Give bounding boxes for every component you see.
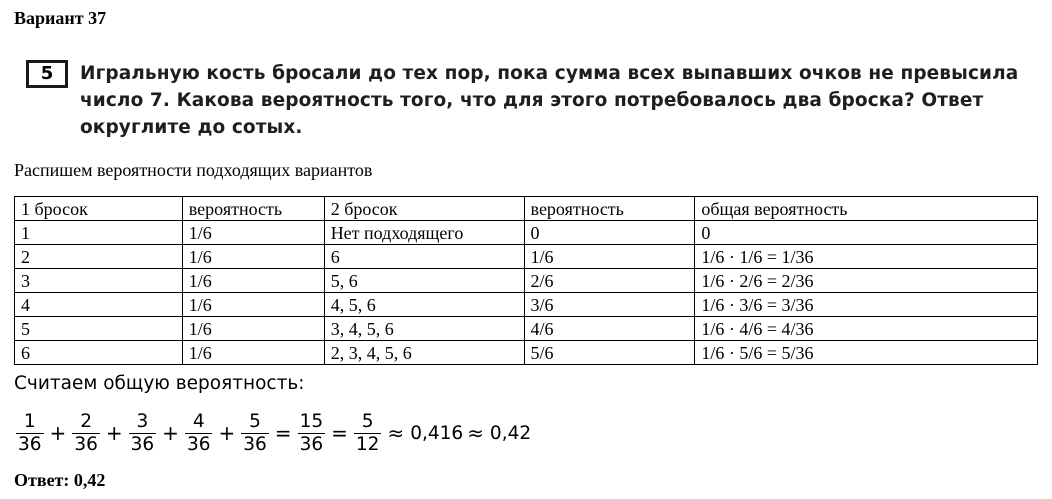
table-cell: 1/6 · 2/6 = 2/36 [695,269,1038,293]
denominator: 36 [74,433,98,455]
table-cell: 1/6 · 1/6 = 1/36 [695,245,1038,269]
fraction [241,411,269,456]
table-cell: 1/6 · 5/6 = 5/36 [695,341,1038,365]
task-text: Игральную кость бросали до тех пор, пока сумма всех выпавших очков не превысила число 7. Какова вероятность того, что для этого потребовалось два броска? Ответ округлите до сотых. [80,63,1019,138]
rounded-value: 0,42 [489,422,532,444]
table-cell: 1/6 [182,293,324,317]
table-header-cell: общая вероятность [695,197,1038,221]
denominator: 36 [186,433,211,455]
probability-table [14,196,1038,365]
approx-sign: ≈ [467,421,484,445]
numerator: 4 [192,410,205,432]
table-header-cell: вероятность [524,197,695,221]
probability-formula [14,408,531,458]
table-row [15,341,1038,365]
table-cell: 1/6 [182,245,324,269]
table-cell: 5 [15,317,183,341]
numerator: 5 [249,410,261,432]
answer: Ответ: 0,42 [14,470,106,490]
table-row [15,269,1038,293]
table-cell: 3, 4, 5, 6 [324,317,524,341]
table-cell: 0 [695,221,1038,245]
table-cell: 6 [324,245,524,269]
table-cell: 4 [15,293,183,317]
approx-value: 0,416 [410,422,464,444]
denominator: 36 [130,433,155,455]
table-cell: 1 [15,221,183,245]
table-cell: 4/6 [524,317,695,341]
table-cell: 2, 3, 4, 5, 6 [324,341,524,365]
equals-sign: = [331,421,348,445]
table-cell: 3/6 [524,293,695,317]
table-cell: 2 [15,245,183,269]
table-cell: 2/6 [524,269,695,293]
table-row [15,245,1038,269]
numerator: 5 [361,410,374,432]
denominator: 12 [355,433,380,455]
intro-text: Распишем вероятности подходящих вариантов [14,160,373,180]
task-number-box: 5 [26,60,68,88]
fraction [298,411,326,456]
table-cell: 0 [524,221,695,245]
table-cell: 1/6 [182,341,324,365]
table-row [15,317,1038,341]
numerator: 15 [299,410,324,432]
numerator: 2 [80,410,92,432]
table-cell: 1/6 [182,269,324,293]
table-cell: 1/6 · 4/6 = 4/36 [695,317,1038,341]
equals-sign: = [274,421,292,445]
table-cell: 5, 6 [324,269,524,293]
table-cell: 1/6 [524,245,695,269]
numerator: 3 [136,410,149,432]
table-cell: 6 [15,341,183,365]
table-cell: 1/6 · 3/6 = 3/36 [695,293,1038,317]
table-cell: Нет подходящего [324,221,524,245]
table-header-cell: 2 бросок [324,197,524,221]
table-row [15,221,1038,245]
table-cell: 4, 5, 6 [324,293,524,317]
table-cell: 5/6 [524,341,695,365]
fraction [129,411,157,456]
table-cell: 1/6 [182,317,324,341]
plus-sign: + [49,421,67,445]
plus-sign: + [105,421,123,445]
sum-label: Считаем общую вероятность: [14,373,305,394]
variant-title: Вариант 37 [14,8,107,28]
plus-sign: + [218,421,236,445]
approx-sign: ≈ [387,421,405,445]
table-body [15,197,1038,365]
denominator: 36 [299,433,324,455]
fraction [72,411,100,456]
table-row [15,293,1038,317]
plus-sign: + [162,421,179,445]
table-header-cell: 1 бросок [15,197,183,221]
fraction [354,411,382,456]
fraction [185,411,213,456]
numerator: 1 [23,410,36,432]
denominator: 36 [243,433,267,455]
table-cell: 1/6 [182,221,324,245]
table-cell: 3 [15,269,183,293]
table-header-cell: вероятность [182,197,324,221]
fraction [16,411,44,456]
table-header-row [15,197,1038,221]
denominator: 36 [18,433,42,455]
